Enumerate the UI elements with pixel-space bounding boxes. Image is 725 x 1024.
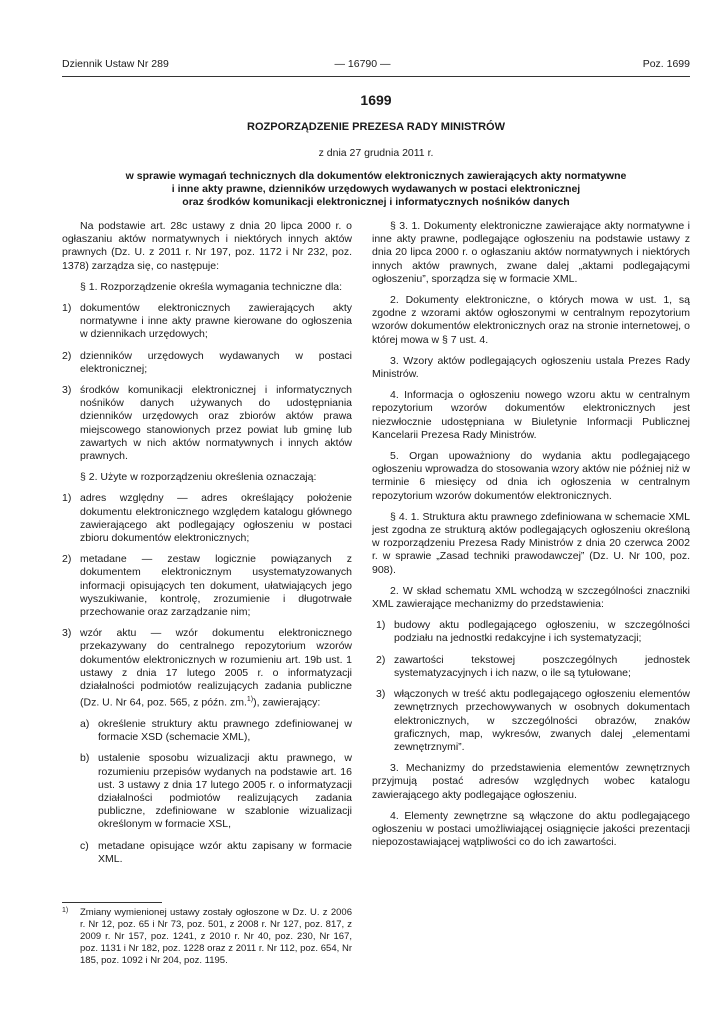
- item-number: 1): [62, 302, 72, 315]
- preamble: Na podstawie art. 28c ustawy z dnia 20 lipca 2000 r. o ogłaszaniu aktów normatywnych i niektórych innych aktów prawnych (Dz. U. z 2011 r. Nr 197, poz. 1172 i Nr 232, poz. 1378) zarządza się, co następuje:: [62, 220, 352, 272]
- sub-item-text: ustalenie sposobu wizualizacji aktu prawnego, w rozumieniu przepisów wydanych na podstawie art. 16 ust. 3 ustawy z dnia 17 lutego 2005 r. o informatyzacji działalności podmiotów realizujących zadania publiczne, zdefiniowane w szablonie wizualizacji określonym w formacie XSL,: [98, 752, 352, 831]
- footnote-ref[interactable]: 1): [246, 696, 254, 704]
- item-number: 1): [376, 619, 386, 632]
- item-text: budowy aktu podlegającego ogłoszeniu, w szczególności podziału na jednostki redakcyjne i ich systematyzacji;: [394, 619, 690, 645]
- item-text: włączonych w treść aktu podlegającego ogłoszeniu elementów zewnętrznych przechowywanych w osobnych dokumentach elektronicznych, w szczególności obrazów, znaków graficznych, map, wykresów, zwanych dalej „elementami zewnętrznymi”.: [394, 688, 690, 753]
- act-subject: [62, 170, 690, 209]
- item-text: metadane — zestaw logicznie powiązanych z dokumentem elektronicznym usystematyzowanych informacji opisujących ten dokument, ułatwiających jego wyszukiwanie, kontrolę, zrozumienie i długotrwałe przechowanie oraz zarządzanie nim;: [80, 553, 352, 619]
- item-number: 3): [376, 688, 386, 701]
- sub-item: [80, 752, 352, 831]
- list-item: [62, 553, 352, 619]
- item-text: zawartości tekstowej poszczególnych jednostek systematyzacyjnych i ich nazw, o ile są tytułowane;: [394, 653, 690, 679]
- list-item: [372, 654, 690, 680]
- item-text: dzienników urzędowych wydawanych w postaci elektronicznej;: [80, 349, 352, 375]
- list-item: [62, 350, 352, 376]
- section-4-para-3: 3. Mechanizmy do przedstawienia elementów zewnętrznych przyjmują postać adresów względnych wobec katalogu zawierającego akty podlegające ogłoszeniu.: [372, 762, 690, 801]
- sub-item-text: określenie struktury aktu prawnego zdefiniowanej w formacie XSD (schemacie XML),: [98, 718, 352, 744]
- list-item: [372, 688, 690, 754]
- position-number: Poz. 1699: [642, 58, 690, 70]
- item-number: 2): [62, 349, 72, 362]
- list-item: [372, 619, 690, 645]
- section-3-para-1: § 3. 1. Dokumenty elektroniczne zawierające akty normatywne i inne akty prawne, podlegające ogłoszeniu na podstawie ustawy z dnia 20 lipca 2000 r. o ogłaszaniu aktów normatywnych i niektórych innych aktów prawnych, zwane dalej „aktami podlegającymi ogłoszeniu”, sporządza się w formacie XML.: [372, 220, 690, 285]
- list-item: [62, 302, 352, 342]
- section-1-intro: § 1. Rozporządzenie określa wymagania techniczne dla:: [80, 280, 343, 293]
- sub-item: [80, 718, 352, 744]
- footnote-number: 1): [62, 907, 69, 914]
- item-number: 2): [376, 653, 386, 666]
- page-number: — 16790 —: [334, 58, 391, 70]
- left-column: [62, 220, 352, 874]
- sub-item-letter: c): [80, 839, 89, 852]
- item-text: środków komunikacji elektronicznej i informatycznych nośników danych używanych do udostępniania dzienników urzędowych oraz zbiorów aktów prawa miejscowego stanowionych przez powiat lub gminę lub zawartych w nich aktów normatywnych i innych aktów prawnych.: [80, 384, 352, 463]
- section-4-para-4: 4. Elementy zewnętrzne są włączone do aktu podlegającego ogłoszeniu w postaci umożliwiającej osiągnięcie jakości prezentacji niepozostawiającej wątpliwości co do ich zawartości.: [372, 809, 690, 849]
- section-4-para-2: 2. W skład schematu XML wchodzą w szczególności znaczniki XML zawierające mechanizmy do przedstawienia:: [372, 584, 690, 611]
- act-number: 1699: [360, 92, 392, 108]
- item-text: wzór aktu — wzór dokumentu elektronicznego przekazywany do centralnego repozytorium wzorów dokumentów elektronicznych w rozumieniu art. 19b ust. 1 ustawy z dnia 17 lutego 2005 r. o informatyzacji działalności podmiotów realizujących zadania publiczne (Dz. U. Nr 64, poz. 565, z późn. zm.: [80, 627, 352, 709]
- list-item: [62, 627, 352, 710]
- footnote-rule: [62, 902, 162, 903]
- act-date: z dnia 27 grudnia 2011 r.: [318, 147, 434, 159]
- right-column: [372, 220, 690, 857]
- sub-item: [80, 840, 352, 866]
- act-subject-line: oraz środków komunikacji elektronicznej i informatycznych nośników danych: [182, 196, 570, 208]
- section-3-para-3: 3. Wzory aktów podlegających ogłoszeniu ustala Prezes Rady Ministrów.: [372, 354, 690, 381]
- footnote-text: Zmiany wymienionej ustawy zostały ogłoszone w Dz. U. z 2006 r. Nr 12, poz. 65 i Nr 73, poz. 501, z 2008 r. Nr 127, poz. 817, z 2009 r. Nr 157, poz. 1241, z 2010 r. Nr 40, poz. 230, Nr 167, poz. 1131 i Nr 182, poz. 1228 oraz z 2011 r. Nr 112, poz. 654, Nr 185, poz. 1092 i Nr 204, poz. 1195.: [80, 907, 352, 966]
- sub-item-text: metadane opisujące wzór aktu zapisany w formacie XML.: [98, 839, 352, 865]
- item-text-tail: ), zawierający:: [253, 696, 321, 709]
- section-2-intro: § 2. Użyte w rozporządzeniu określenia oznaczają:: [80, 471, 317, 484]
- item-text: dokumentów elektronicznych zawierających akty normatywne i inne akty prawne kierowane do ogłoszenia w dziennikach urzędowych;: [80, 302, 352, 341]
- section-3-para-2: 2. Dokumenty elektroniczne, o których mowa w ust. 1, są zgodne z wzorami aktów ogłoszonymi w centralnym repozytorium wzorów dokumentów elektronicznych oraz na stronie internetowej, o której mowa w § 7 ust. 4.: [372, 294, 690, 346]
- item-text: adres względny — adres określający położenie dokumentu elektronicznego względem katalogu głównego zawierającego akt podlegający ogłoszeniu w postaci zbioru dokumentów elektronicznych;: [80, 492, 352, 545]
- item-number: 2): [62, 553, 72, 566]
- act-subject-line: i inne akty prawne, dzienników urzędowych wydawanych w postaci elektronicznej: [171, 183, 581, 195]
- journal-name: Dziennik Ustaw Nr 289: [62, 58, 169, 70]
- item-number: 3): [62, 627, 72, 640]
- section-3-para-5: 5. Organ upoważniony do wydania aktu podlegającego ogłoszeniu wprowadza do stosowania wzory aktów nie później niż w terminie 6 miesięcy od dnia ich ogłoszenia w centralnym repozytorium wzorów dokumentów elektronicznych.: [372, 450, 690, 502]
- act-subject-line: w sprawie wymagań technicznych dla dokumentów elektronicznych zawierających akty normatywne: [125, 170, 627, 182]
- list-item: [62, 384, 352, 463]
- section-3-para-4: 4. Informacja o ogłoszeniu nowego wzoru aktu w centralnym repozytorium wzorów dokumentów elektronicznych jest niezwłocznie udostępniana w Biuletynie Informacji Publicznej Kancelarii Prezesa Rady Ministrów.: [372, 389, 690, 441]
- item-number: 1): [62, 492, 72, 505]
- item-number: 3): [62, 384, 72, 397]
- footnote: [62, 907, 352, 967]
- act-title: ROZPORZĄDZENIE PREZESA RADY MINISTRÓW: [247, 121, 505, 133]
- section-4-para-1: § 4. 1. Struktura aktu prawnego zdefiniowana w schemacie XML jest zgodna ze strukturą aktów podlegających ogłoszeniu określoną w rozporządzeniu Prezesa Rady Ministrów z dnia 20 czerwca 2002 r. w sprawie „Zasad techniki prawodawczej” (Dz. U. Nr 100, poz. 908).: [372, 510, 690, 576]
- sub-item-letter: a): [80, 718, 90, 730]
- list-item: [62, 492, 352, 545]
- sub-item-letter: b): [80, 752, 90, 765]
- header-rule: [62, 76, 690, 77]
